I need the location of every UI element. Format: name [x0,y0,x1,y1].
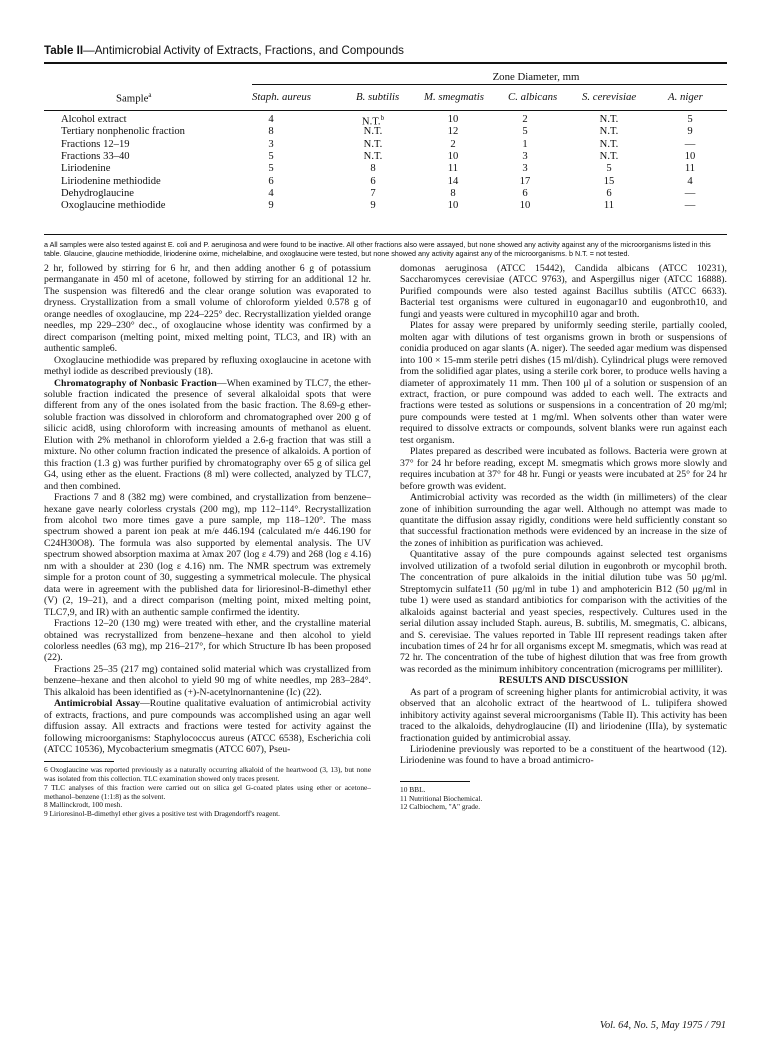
sample-name-cell: Fractions 12–19 [61,138,130,150]
zone-value-cell: 4 [268,187,274,199]
paragraph: Antimicrobial Assay—Routine qualitative evaluation of antimicrobial activity of extracts, fractions, and pure compounds was accomplished using an agar well diffusion assay. All extracts and fractions were tested for activity against the following microorganisms: Staphylococcus aureus (ATCC 6538), Escherichia coli (ATCC 10536), Mycobacterium smegmatis (ATCC 607), Pseu- [44,698,371,756]
zone-value-cell: 6 [370,175,376,187]
col-header-scerevisiae: S. cerevisiae [582,91,637,103]
table-bottom-rule [44,234,727,235]
col-header-staph: Staph. aureus [252,91,311,103]
zone-value-cell: 10 [684,150,696,162]
zone-value-cell: 8 [450,187,456,199]
paragraph: Liriodenine previously was reported to be a constituent of the heartwood (12). Liriodenine was found to have a broad antimicro- [400,744,727,767]
footnote: 10 BBL. [400,784,426,794]
footnote: 7 TLC analyses of this fraction were carried out on silica gel G-coated plates using ether or acetone–methanol–benzene (1:1:8) as the solvent. [44,782,371,801]
zone-value-cell: 8 [370,163,376,175]
paragraph: Quantitative assay of the pure compounds against selected test organisms involved utilization of a twofold serial dilution in eugonbroth or mycophil broth. The concentration of pure alkaloids in the initial dilution tube was 50 μg/ml. Streptomycin sulfate11 (50 μg/ml in tube 1) and amphotericin B12 (50 μg/ml in tube 1) were used as standard antibiotics for comparison with the activities of the alkaloids against bacterial and yeast species, respectively. Cultures used in the serial dilution assay included Staph. aureus, B. subtilis, M. smegmatis, C. albicans, and S. cerevisiae. The values reported in Table III represent readings taken after incubation times of 24 hr for all organisms except M. smegmatis, which was read at 72 hr. The concentration of the tube of highest dilution that was free from growth was recorded as the minimum inhibitory concentration (micrograms per milliliter). [400,549,727,675]
zone-value-cell: 1 [522,138,528,150]
table-top-rule [44,62,727,64]
zone-value-cell: 10 [447,200,459,212]
zone-value-cell: N.T. [599,114,619,125]
zone-value-cell: 8 [268,126,274,138]
left-column [44,263,371,819]
zone-value-cell: 11 [684,163,696,175]
zone-value-cell: 10 [519,200,531,212]
zone-value-cell: 2 [522,114,528,125]
paragraph: Fractions 7 and 8 (382 mg) were combined, and crystallization from benzene–hexane gave nearly colorless crystals (200 mg), mp 112–114°. Recrystallization from alcohol two more times gave a pure sample, mp 118–120°. The mass spectrum showed a parent ion peak at m/e 446.194 (calculated m/e 446.190 for C24H30O8). The formula was also supported by elemental analysis. The UV spectrum showed absorption maxima at λmax 207 (log ε 4.79) and 268 (log ε 4.16) nm with a shoulder at 230 (log ε 4.16) nm. The NMR spectrum was extremely simple for a proton count of 30, suggesting a symmetrical molecule. The physical data were in agreement with the published data for lirioresinol-B-dimethyl ether (V) (2, 19–21), and a direct comparison (melting point, mixed melting point, TLC7,9, and IR) with an authentic sample confirmed the identity. [44,492,371,618]
col-header-aniger: A. niger [668,91,703,103]
footnote-rule [400,781,470,782]
zone-value-cell: 10 [447,114,459,125]
zone-value-cell: 4 [268,114,274,125]
zone-value-cell: 6 [522,187,528,199]
sample-name-cell: Oxoglaucine methiodide [61,200,166,212]
zone-value-cell: 12 [447,126,459,138]
zone-header-rule [252,84,727,85]
table-caption [44,44,404,57]
page-footer: Vol. 64, No. 5, May 1975 / 791 [599,1020,726,1031]
paragraph: Antimicrobial activity was recorded as the width (in millimeters) of the clear zone of inhibition surrounding the agar well. Although no attempt was made to quantitate the diffusion assay rigidly, conditions were held sufficiently constant so that successful fractionation methods were evidenced by an increase in the size of the zones of inhibition as purification was achieved. [400,492,727,549]
paragraph: Plates prepared as described were incubated as follows. Bacteria were grown at 37° for 24 hr before reading, except M. smegmatis which grows more slowly and requires incubation at 37° for 48 hr. Fungi or yeasts were incubated at 25° for 24 hr before growth was evident. [400,446,727,492]
zone-value-cell: 3 [522,163,528,175]
zone-value-cell: N.T. [599,138,619,150]
paragraph-heading: Antimicrobial Assay [54,698,141,710]
table-header-rule [44,110,727,111]
paragraph: 2 hr, followed by stirring for 6 hr, and then adding another 6 g of potassium permanganate in 450 ml of acetone, followed by stirring for an additional 12 hr. The suspension was filtered6 and the clear orange solution was evaporated to dryness. Crystallization from a small volume of chloroform yielded 0.578 g of orange needles of oxoglaucine, mp 224–225° dec. Recrystallization yielded orange needles, mp 229–230° dec., of oxoglaucine whose identity was confirmed by a direct comparison (melting point, mixed melting point, TLC3, and IR) with an authentic sample6. [44,263,371,355]
zone-value-cell: 5 [522,126,528,138]
zone-value-cell: 5 [268,163,274,175]
zone-value-cell: — [684,138,696,150]
zone-value-cell: 11 [603,200,615,212]
zone-value-cell: 5 [687,114,693,125]
zone-value-cell: 7 [370,187,376,199]
zone-value-cell: N.T. [599,126,619,138]
zone-value-cell: 9 [687,126,693,138]
footnotes-right [400,786,727,812]
zone-value-cell: 9 [370,200,376,212]
zone-value-cell: N.T. [363,138,383,150]
footnote-rule [44,761,114,762]
sample-name-cell: Fractions 33–40 [61,150,130,162]
sample-name-cell: Liriodenine [61,163,111,175]
zone-value-cell: N.T. [599,150,619,162]
zone-value-cell: 14 [447,175,459,187]
zone-value-cell: — [684,200,696,212]
zone-value-cell: 9 [268,200,274,212]
zone-value-cell: N.T. [363,126,383,138]
sample-name-cell: Alcohol extract [61,114,127,125]
right-column [400,263,727,812]
paragraph: Plates for assay were prepared by uniformly seeding sterile, partially cooled, molten agar with dilutions of test organisms grown in broth or suspensions of conidia produced on agar slants (A. niger). The seeded agar medium was dispensed into 100 × 15-mm sterile petri dishes (15 ml/dish). Cylindrical plugs were removed from the solidified agar plates, using a sterile cork borer, to produce wells having a diameter of approximately 11 mm. Then 100 μl of a solution or suspension of an extract, fraction, or pure compound was added to each well. The extracts and fractions were tested as solutions or suspensions in a concentration of 20 mg/ml; pure compounds were tested at 1 mg/ml. When solvents other than water were required to dissolve extracts or compounds, solvent blanks were run against each test organism. [400,320,727,446]
paragraph-heading: Chromatography of Nonbasic Fraction [54,377,217,389]
footnote-marker: b [380,114,385,122]
footnotes-left [44,766,371,818]
footnote: 11 Nutritional Biochemical. [400,793,483,803]
zone-value-cell: N.T. [363,150,383,162]
footnote: 8 Mallinckrodt, 100 mesh. [44,800,123,810]
zone-value-cell: 4 [687,175,693,187]
sample-name-cell: Dehydroglaucine [61,187,134,199]
zone-value-cell: 11 [447,163,459,175]
col-header-msmegmatis: M. smegmatis [424,91,484,103]
table-caption-label: Table II [44,44,84,57]
zone-value-cell: — [684,187,696,199]
zone-diameter-header: Zone Diameter, mm [492,71,580,83]
paragraph: As part of a program of screening higher plants for antimicrobial activity, it was observed that an alcoholic extract of the heartwood of L. tulipifera showed inhibitory activity against several microorganisms (Table II). This activity has been traced to the alkaloids, dehydroglaucine (II) and liriodenine (IIIa), by systematic fractionation guided by antimicrobial assay. [400,686,727,744]
zone-value-cell: 6 [606,187,612,199]
zone-value-cell: 2 [450,138,456,150]
sample-name-cell: Liriodenine methiodide [61,175,161,187]
zone-value-cell: 17 [519,175,531,187]
zone-value-cell: 15 [603,175,615,187]
footnote: 9 Lirioresinol-B-dimethyl ether gives a positive test with Dragendorff's reagent. [44,809,280,818]
paragraph: domonas aeruginosa (ATCC 15442), Candida albicans (ATCC 10231), Saccharomyces cerevisiae (ATCC 9763), and Aspergillus niger (ATCC 16888). Purified compounds were also tested against Bacillus subtilis (ATCC 6633). Bacterial test organisms were cultured in eugonagar10 and eugonbroth10, and fungi and yeasts were cultured in mycophil10 agar and broth. [400,263,727,320]
paragraph: Chromatography of Nonbasic Fraction—When examined by TLC7, the ether-soluble fraction indicated the presence of several alkaloidal spots that were different from any of the ones isolated from the basic fraction. The 8.69-g ether-soluble fraction was dissolved in chloroform and chromatographed over 200 g of silicic acid8, using chloroform with increasing amounts of methanol as eluent. Elution with 2% methanol in chloroform yielded a 2.6-g fraction that was still a mixture. No other column fraction indicated the presence of alkaloids. A portion of this fraction (1.3 g) was further purified by chromatography over 65 g of silica gel G4, using ether as the eluent. Fractions (8 ml) were collected, analyzed by TLC7, and then combined. [44,377,371,492]
zone-value-cell: N.T.$^b$ [361,114,385,128]
table-footnote: a All samples were also tested against E. coli and P. aeruginosa and were found to be inactive. All other fractions also were assayed, but none showed any activity against any of the microorganisms listed in this table. Glaucine, glaucine methiodide, liriodenine oxime, michelalbine, and oxoglaucine were tested, but none showed any activity against any of the microorganisms. b N.T. = not tested. [44,240,711,258]
col-header-calbicans: C. albicans [508,91,558,103]
zone-value-cell: 3 [268,138,274,150]
footnote: 6 Oxoglaucine was reported previously as a naturally occurring alkaloid of the heartwood (3, 13), but none was isolated from this collection. TLC examination showed only traces present. [44,765,371,784]
zone-value-cell: 5 [268,150,274,162]
zone-value-cell: 3 [522,150,528,162]
zone-value-cell: 6 [268,175,274,187]
section-heading: RESULTS AND DISCUSSION [498,675,629,687]
paragraph: Oxoglaucine methiodide was prepared by refluxing oxoglaucine in acetone with methyl iodide as described previously (18). [44,354,371,378]
zone-value-cell: 10 [447,150,459,162]
col-header-bsubtilis: B. subtilis [356,91,400,103]
sample-header: Sample$^a$ [116,91,152,105]
footnote: 12 Calbiochem, "A" grade. [400,802,481,812]
paragraph: Fractions 12–20 (130 mg) were treated with ether, and the crystalline material obtained was recrystallized from benzene–hexane and then alcohol to yield colorless needles (63 mg), mp 216–217°, for which Structure Ib has been proposed (22). [44,618,371,664]
paragraph: Fractions 25–35 (217 mg) contained solid material which was crystallized from benzene–hexane and then alcohol to yield 90 mg of white needles, mp 283–284°. This alkaloid has been identified as (+)-N-acetylnornantenine (Ic) (22). [44,663,371,698]
sample-name-cell: Tertiary nonphenolic fraction [61,126,185,138]
table-caption-text: —Antimicrobial Activity of Extracts, Fractions, and Compounds [83,44,404,57]
zone-value-cell: 5 [606,163,612,175]
